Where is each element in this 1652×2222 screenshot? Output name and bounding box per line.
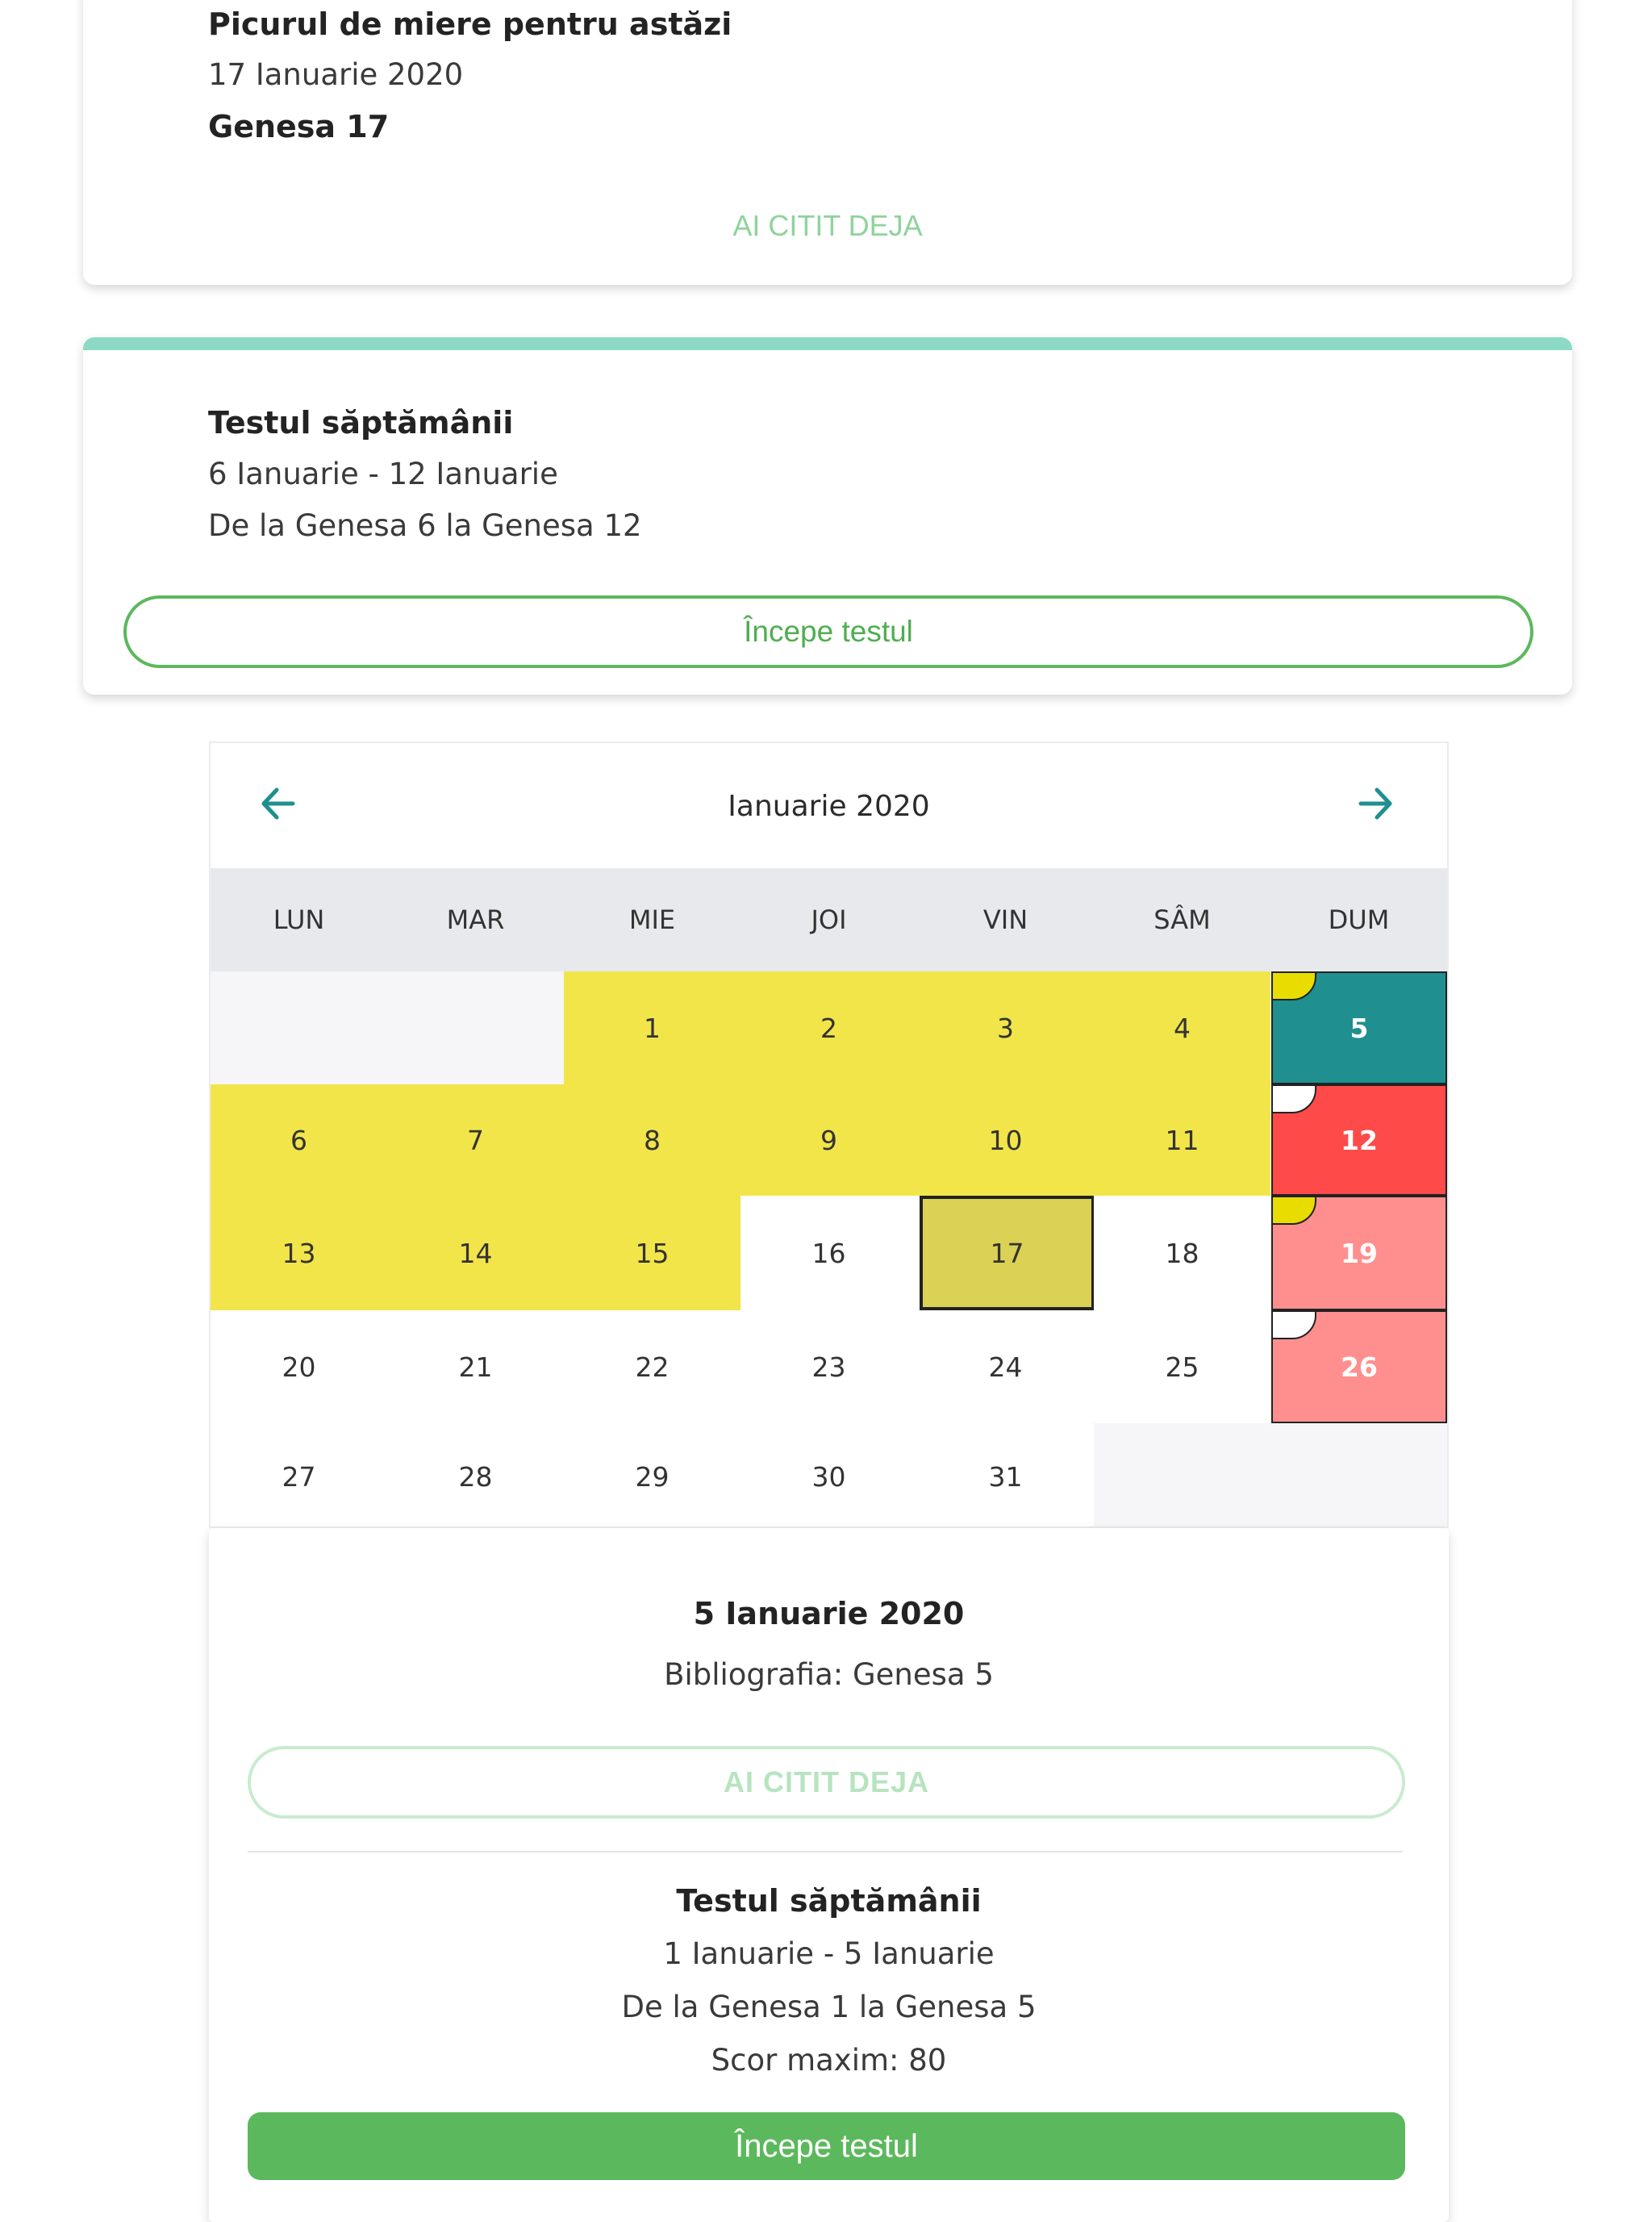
today-card-title: Picurul de miere pentru astăzi <box>208 6 732 42</box>
day-cell-1[interactable]: 1 <box>564 971 740 1084</box>
day-cell-22[interactable]: 22 <box>564 1310 740 1423</box>
weekday-tue: MAR <box>446 904 505 935</box>
start-test-button[interactable]: Începe testul <box>123 595 1533 668</box>
day-number: 12 <box>1341 1124 1378 1156</box>
quiz-flag-icon <box>1271 1196 1316 1225</box>
today-reading-card <box>83 0 1572 285</box>
card-accent-bar <box>83 337 1572 350</box>
day-cell-4[interactable]: 4 <box>1094 971 1270 1084</box>
day-cell-21[interactable]: 21 <box>387 1310 564 1423</box>
arrow-right-icon <box>1351 779 1400 828</box>
details-test-books: De la Genesa 1 la Genesa 5 <box>621 1990 1037 2024</box>
day-cell-31[interactable]: 31 <box>917 1423 1094 1528</box>
day-cell-18[interactable]: 18 <box>1094 1196 1270 1310</box>
calendar-empty-cell <box>1094 1423 1449 1528</box>
day-cell-28[interactable]: 28 <box>387 1423 564 1528</box>
quiz-flag-icon <box>1271 1310 1316 1339</box>
weekly-test-title: Testul săptămânii <box>208 405 514 441</box>
weekday-sat: SÂM <box>1153 904 1211 935</box>
month-label: Ianuarie 2020 <box>728 790 930 823</box>
day-cell-25[interactable]: 25 <box>1094 1310 1270 1423</box>
already-read-label[interactable]: AI CITIT DEJA <box>732 209 923 242</box>
day-cell-15[interactable]: 15 <box>564 1196 740 1310</box>
details-test-title: Testul săptămânii <box>676 1883 982 1919</box>
day-number: 5 <box>1350 1012 1369 1044</box>
quiz-flag-icon <box>1271 971 1316 1000</box>
day-cell-9[interactable]: 9 <box>740 1084 917 1196</box>
today-card-reading: Genesa 17 <box>208 109 390 144</box>
calendar-header <box>211 743 1447 868</box>
calendar-empty-cell <box>387 971 564 1084</box>
start-test-filled-button[interactable]: Începe testul <box>248 2112 1405 2180</box>
already-read-button[interactable]: AI CITIT DEJA <box>248 1746 1405 1819</box>
calendar-grid <box>211 971 1447 1528</box>
day-cell-27[interactable]: 27 <box>211 1423 387 1528</box>
details-max-score: Scor maxim: 80 <box>711 2043 947 2078</box>
day-cell-3[interactable]: 3 <box>917 971 1094 1084</box>
day-cell-2[interactable]: 2 <box>740 971 917 1084</box>
day-cell-19[interactable] <box>1271 1196 1447 1310</box>
day-cell-16[interactable]: 16 <box>740 1196 917 1310</box>
weekday-fri: VIN <box>982 904 1028 935</box>
weekly-test-books: De la Genesa 6 la Genesa 12 <box>208 508 642 543</box>
selected-day-bibliography: Bibliografia: Genesa 5 <box>664 1657 994 1692</box>
divider <box>248 1851 1403 1852</box>
day-number: 19 <box>1341 1237 1378 1269</box>
today-card-date: 17 Ianuarie 2020 <box>208 57 464 92</box>
weekday-mon: LUN <box>273 904 325 935</box>
day-cell-8[interactable]: 8 <box>564 1084 740 1196</box>
day-number: 26 <box>1341 1351 1378 1383</box>
selected-day-date: 5 Ianuarie 2020 <box>693 1596 965 1631</box>
weekly-test-card <box>83 337 1572 695</box>
day-cell-24[interactable]: 24 <box>917 1310 1094 1423</box>
day-cell-23[interactable]: 23 <box>740 1310 917 1423</box>
day-cell-11[interactable]: 11 <box>1094 1084 1270 1196</box>
day-cell-17-today[interactable]: 17 <box>920 1196 1095 1310</box>
day-cell-29[interactable]: 29 <box>564 1423 740 1528</box>
calendar-empty-cell <box>211 971 387 1084</box>
day-cell-5[interactable] <box>1271 971 1447 1084</box>
day-cell-10[interactable]: 10 <box>917 1084 1094 1196</box>
day-cell-20[interactable]: 20 <box>211 1310 387 1423</box>
selected-day-details <box>209 1528 1449 2222</box>
day-cell-12[interactable] <box>1271 1084 1447 1196</box>
next-month-button[interactable] <box>1351 779 1400 828</box>
day-cell-14[interactable]: 14 <box>387 1196 564 1310</box>
day-cell-30[interactable]: 30 <box>740 1423 917 1528</box>
weekday-thu: JOI <box>811 904 847 935</box>
day-cell-7[interactable]: 7 <box>387 1084 564 1196</box>
weekday-sun: DUM <box>1328 904 1390 935</box>
weekly-test-range: 6 Ianuarie - 12 Ianuarie <box>208 457 558 491</box>
details-test-range: 1 Ianuarie - 5 Ianuarie <box>663 1936 995 1971</box>
day-cell-13[interactable]: 13 <box>211 1196 387 1310</box>
day-cell-6[interactable]: 6 <box>211 1084 387 1196</box>
weekday-header-row <box>211 868 1447 971</box>
calendar <box>209 741 1449 1528</box>
day-cell-26[interactable] <box>1271 1310 1447 1423</box>
weekday-wed: MIE <box>628 904 676 935</box>
quiz-flag-icon <box>1271 1084 1316 1113</box>
